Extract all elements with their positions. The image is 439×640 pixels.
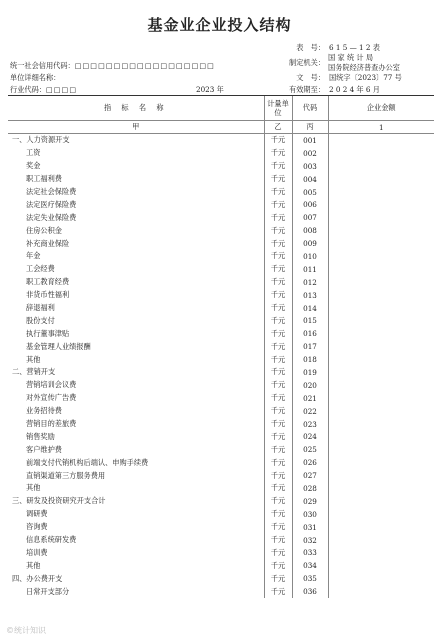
indicator-name: 执行董事津贴 xyxy=(26,328,70,338)
indicator-name: 三、研发及投资研究开支合计 xyxy=(12,496,106,506)
org-label: 制定机关： xyxy=(289,58,325,67)
table-row xyxy=(8,585,434,598)
indicator-name: 二、营销开支 xyxy=(12,367,56,377)
unit-cell: 千元 xyxy=(264,211,292,224)
table-row xyxy=(8,289,434,302)
unit-cell: 千元 xyxy=(264,585,292,598)
table-row xyxy=(8,134,434,147)
table-row xyxy=(8,237,434,250)
indicator-table xyxy=(8,95,434,598)
indicator-name: 其他 xyxy=(26,354,41,364)
code-cell: 011 xyxy=(292,263,328,276)
table-row xyxy=(8,547,434,560)
table-row xyxy=(8,508,434,521)
indicator-name: 销售奖励 xyxy=(26,431,55,441)
table-row xyxy=(8,534,434,547)
table-row xyxy=(8,224,434,237)
table-row xyxy=(8,559,434,572)
unit-cell: 千元 xyxy=(264,302,292,315)
unit-cell: 千元 xyxy=(264,572,292,585)
table-row xyxy=(8,263,434,276)
credit-code-boxes[interactable]: □□□□□□□□□□□□□□□□□□ xyxy=(74,61,215,70)
table-row xyxy=(8,392,434,405)
unit-cell: 千元 xyxy=(264,327,292,340)
amount-input-cell[interactable] xyxy=(328,250,434,263)
unit-cell: 千元 xyxy=(264,418,292,431)
doc-number-value: 国统字〔2023〕77 号 xyxy=(329,73,402,82)
unit-cell: 千元 xyxy=(264,276,292,289)
code-cell: 024 xyxy=(292,430,328,443)
table-row xyxy=(8,443,434,456)
amount-input-cell[interactable] xyxy=(328,302,434,315)
form-number-line xyxy=(283,43,380,53)
amount-input-cell[interactable] xyxy=(328,160,434,173)
code-cell: 014 xyxy=(292,302,328,315)
unit-cell: 千元 xyxy=(264,263,292,276)
unit-cell: 千元 xyxy=(264,173,292,186)
table-row xyxy=(8,366,434,379)
code-cell: 003 xyxy=(292,160,328,173)
table-row xyxy=(8,211,434,224)
unit-cell: 千元 xyxy=(264,405,292,418)
header-name: 指 标 名 称 xyxy=(8,96,264,121)
table-row xyxy=(8,250,434,263)
credit-code-label: 统一社会信用代码： xyxy=(10,61,75,70)
unit-cell: 千元 xyxy=(264,250,292,263)
table-row xyxy=(8,147,434,160)
form-number-label: 表 号： xyxy=(296,43,325,52)
header-amount: 企业金额 xyxy=(328,96,434,121)
indicator-name: 法定社会保险费 xyxy=(26,187,77,196)
indicator-name: 工会经费 xyxy=(26,264,55,274)
amount-input-cell[interactable] xyxy=(328,521,434,534)
valid-until-label: 有效期至： xyxy=(289,85,325,94)
code-cell: 036 xyxy=(292,585,328,598)
indicator-name: 客户维护费 xyxy=(26,444,62,454)
unit-cell: 千元 xyxy=(264,353,292,366)
unit-cell: 千元 xyxy=(264,456,292,469)
table-row xyxy=(8,302,434,315)
unit-name-line xyxy=(10,73,60,83)
form-number-value: 6 1 5 — 1 2 表 xyxy=(329,43,380,52)
indicator-name: 四、办公费开支 xyxy=(12,573,63,583)
unit-cell: 千元 xyxy=(264,430,292,443)
indicator-name: 股份支付 xyxy=(26,315,55,325)
table-row xyxy=(8,173,434,186)
code-cell: 016 xyxy=(292,327,328,340)
table-row xyxy=(8,572,434,585)
unit-cell: 千元 xyxy=(264,482,292,495)
code-cell: 029 xyxy=(292,495,328,508)
unit-cell: 千元 xyxy=(264,147,292,160)
unit-cell: 千元 xyxy=(264,521,292,534)
indicator-name: 工资 xyxy=(26,148,41,158)
amount-input-cell[interactable] xyxy=(328,353,434,366)
indicator-name: 营销目的差旅费 xyxy=(26,419,77,429)
unit-cell: 千元 xyxy=(264,314,292,327)
amount-input-cell[interactable] xyxy=(328,392,434,405)
code-cell: 015 xyxy=(292,314,328,327)
header-code: 代码 xyxy=(292,96,328,121)
table-row xyxy=(8,469,434,482)
amount-input-cell[interactable] xyxy=(328,572,434,585)
indicator-name: 奖金 xyxy=(26,161,41,171)
code-cell: 027 xyxy=(292,469,328,482)
indicator-name: 住房公积金 xyxy=(26,225,62,235)
indicator-name: 职工福利费 xyxy=(26,174,62,184)
amount-input-cell[interactable] xyxy=(328,443,434,456)
valid-until-value: 2 0 2 4 年 6 月 xyxy=(329,85,380,94)
unit-cell: 千元 xyxy=(264,224,292,237)
unit-cell: 千元 xyxy=(264,547,292,560)
table-row xyxy=(8,495,434,508)
marker-code: 丙 xyxy=(292,121,328,134)
marker-unit: 乙 xyxy=(264,121,292,134)
amount-input-cell[interactable] xyxy=(328,327,434,340)
table-row xyxy=(8,276,434,289)
amount-input-cell[interactable] xyxy=(328,366,434,379)
indicator-name: 辞退福利 xyxy=(26,303,55,313)
industry-code-label: 行业代码： xyxy=(10,85,46,94)
table-row xyxy=(8,340,434,353)
amount-input-cell[interactable] xyxy=(328,405,434,418)
table-row xyxy=(8,160,434,173)
code-cell: 004 xyxy=(292,173,328,186)
indicator-name: 补充商业保险 xyxy=(26,238,70,248)
code-cell: 010 xyxy=(292,250,328,263)
report-year: 2023 年 xyxy=(196,85,224,94)
indicator-name: 直销渠道第三方服务费用 xyxy=(26,470,106,480)
code-cell: 032 xyxy=(292,534,328,547)
unit-cell: 千元 xyxy=(264,534,292,547)
indicator-name: 营销培训会议费 xyxy=(26,380,77,390)
amount-input-cell[interactable] xyxy=(328,173,434,186)
code-cell: 009 xyxy=(292,237,328,250)
amount-input-cell[interactable] xyxy=(328,263,434,276)
code-cell: 020 xyxy=(292,379,328,392)
indicator-name: 日常开支部分 xyxy=(26,586,70,596)
code-cell: 007 xyxy=(292,211,328,224)
code-cell: 035 xyxy=(292,572,328,585)
table-row xyxy=(8,353,434,366)
amount-input-cell[interactable] xyxy=(328,211,434,224)
code-cell: 028 xyxy=(292,482,328,495)
amount-input-cell[interactable] xyxy=(328,134,434,147)
amount-input-cell[interactable] xyxy=(328,224,434,237)
amount-input-cell[interactable] xyxy=(328,379,434,392)
table-row xyxy=(8,430,434,443)
unit-cell: 千元 xyxy=(264,160,292,173)
code-cell: 019 xyxy=(292,366,328,379)
indicator-name: 基金管理人业绩报酬 xyxy=(26,341,91,351)
amount-input-cell[interactable] xyxy=(328,469,434,482)
amount-input-cell[interactable] xyxy=(328,340,434,353)
amount-input-cell[interactable] xyxy=(328,534,434,547)
table-body xyxy=(8,121,434,599)
unit-cell: 千元 xyxy=(264,134,292,147)
unit-name-label: 单位详细名称： xyxy=(10,73,61,82)
table-row xyxy=(8,405,434,418)
doc-number-line xyxy=(283,73,402,83)
indicator-name: 一、人力资源开支 xyxy=(12,135,70,145)
code-cell: 012 xyxy=(292,276,328,289)
amount-input-cell[interactable] xyxy=(328,585,434,598)
code-cell: 001 xyxy=(292,134,328,147)
unit-cell: 千元 xyxy=(264,186,292,199)
indicator-name: 职工教育经费 xyxy=(26,277,70,287)
watermark: ©统计知识 xyxy=(6,626,46,635)
code-cell: 005 xyxy=(292,186,328,199)
amount-input-cell[interactable] xyxy=(328,547,434,560)
indicator-name: 培训费 xyxy=(26,547,48,557)
code-cell: 026 xyxy=(292,456,328,469)
indicator-name: 咨询费 xyxy=(26,522,48,532)
header-unit: 计量单位 xyxy=(264,96,292,121)
table-row xyxy=(8,456,434,469)
org-line-2: 国务院经济普查办公室 xyxy=(328,63,400,72)
table-row xyxy=(8,314,434,327)
unit-cell: 千元 xyxy=(264,198,292,211)
amount-input-cell[interactable] xyxy=(328,198,434,211)
industry-code-boxes[interactable]: □□□□ xyxy=(45,85,78,94)
unit-cell: 千元 xyxy=(264,559,292,572)
amount-input-cell[interactable] xyxy=(328,430,434,443)
amount-input-cell[interactable] xyxy=(328,314,434,327)
table-row xyxy=(8,379,434,392)
amount-input-cell[interactable] xyxy=(328,482,434,495)
code-cell: 034 xyxy=(292,559,328,572)
indicator-name: 调研费 xyxy=(26,509,48,519)
code-cell: 017 xyxy=(292,340,328,353)
table-row xyxy=(8,418,434,431)
indicator-name: 信息系统研发费 xyxy=(26,535,77,545)
org-line-1: 国 家 统 计 局 xyxy=(328,53,374,62)
amount-input-cell[interactable] xyxy=(328,237,434,250)
page-title: 基金业企业投入结构 xyxy=(147,16,292,34)
code-cell: 030 xyxy=(292,508,328,521)
table-row xyxy=(8,327,434,340)
code-cell: 002 xyxy=(292,147,328,160)
credit-code-line xyxy=(10,61,215,71)
amount-input-cell[interactable] xyxy=(328,456,434,469)
unit-cell: 千元 xyxy=(264,495,292,508)
amount-input-cell[interactable] xyxy=(328,559,434,572)
indicator-name: 前端支付代销机构后端认、申购手续费 xyxy=(26,457,149,467)
marker-name: 甲 xyxy=(8,121,264,134)
marker-amount: 1 xyxy=(328,121,434,134)
code-cell: 033 xyxy=(292,547,328,560)
amount-input-cell[interactable] xyxy=(328,289,434,302)
table-row xyxy=(8,186,434,199)
table-row xyxy=(8,482,434,495)
table-row xyxy=(8,198,434,211)
code-cell: 013 xyxy=(292,289,328,302)
indicator-name: 法定失业保险费 xyxy=(26,212,77,222)
unit-cell: 千元 xyxy=(264,508,292,521)
code-cell: 018 xyxy=(292,353,328,366)
amount-input-cell[interactable] xyxy=(328,418,434,431)
indicator-name: 其他 xyxy=(26,560,41,570)
indicator-name: 法定医疗保险费 xyxy=(26,199,77,209)
indicator-name: 其他 xyxy=(26,483,41,493)
unit-cell: 千元 xyxy=(264,379,292,392)
code-cell: 023 xyxy=(292,418,328,431)
amount-input-cell[interactable] xyxy=(328,186,434,199)
unit-cell: 千元 xyxy=(264,392,292,405)
unit-cell: 千元 xyxy=(264,366,292,379)
valid-until-line xyxy=(283,85,380,95)
amount-input-cell[interactable] xyxy=(328,276,434,289)
code-cell: 031 xyxy=(292,521,328,534)
indicator-name: 对外宣传广告费 xyxy=(26,393,77,403)
unit-cell: 千元 xyxy=(264,289,292,302)
table-row xyxy=(8,521,434,534)
table-header-row xyxy=(8,96,434,121)
indicator-name: 非货币性福利 xyxy=(26,290,70,300)
code-cell: 025 xyxy=(292,443,328,456)
indicator-name: 年金 xyxy=(26,251,41,261)
unit-cell: 千元 xyxy=(264,443,292,456)
amount-input-cell[interactable] xyxy=(328,508,434,521)
doc-number-label: 文 号： xyxy=(296,73,325,82)
column-marker-row xyxy=(8,121,434,134)
indicator-name: 业务招待费 xyxy=(26,406,62,416)
industry-code-line xyxy=(10,85,77,95)
amount-input-cell[interactable] xyxy=(328,147,434,160)
code-cell: 006 xyxy=(292,198,328,211)
unit-cell: 千元 xyxy=(264,237,292,250)
code-cell: 022 xyxy=(292,405,328,418)
amount-input-cell[interactable] xyxy=(328,495,434,508)
code-cell: 021 xyxy=(292,392,328,405)
unit-cell: 千元 xyxy=(264,469,292,482)
code-cell: 008 xyxy=(292,224,328,237)
unit-cell: 千元 xyxy=(264,340,292,353)
